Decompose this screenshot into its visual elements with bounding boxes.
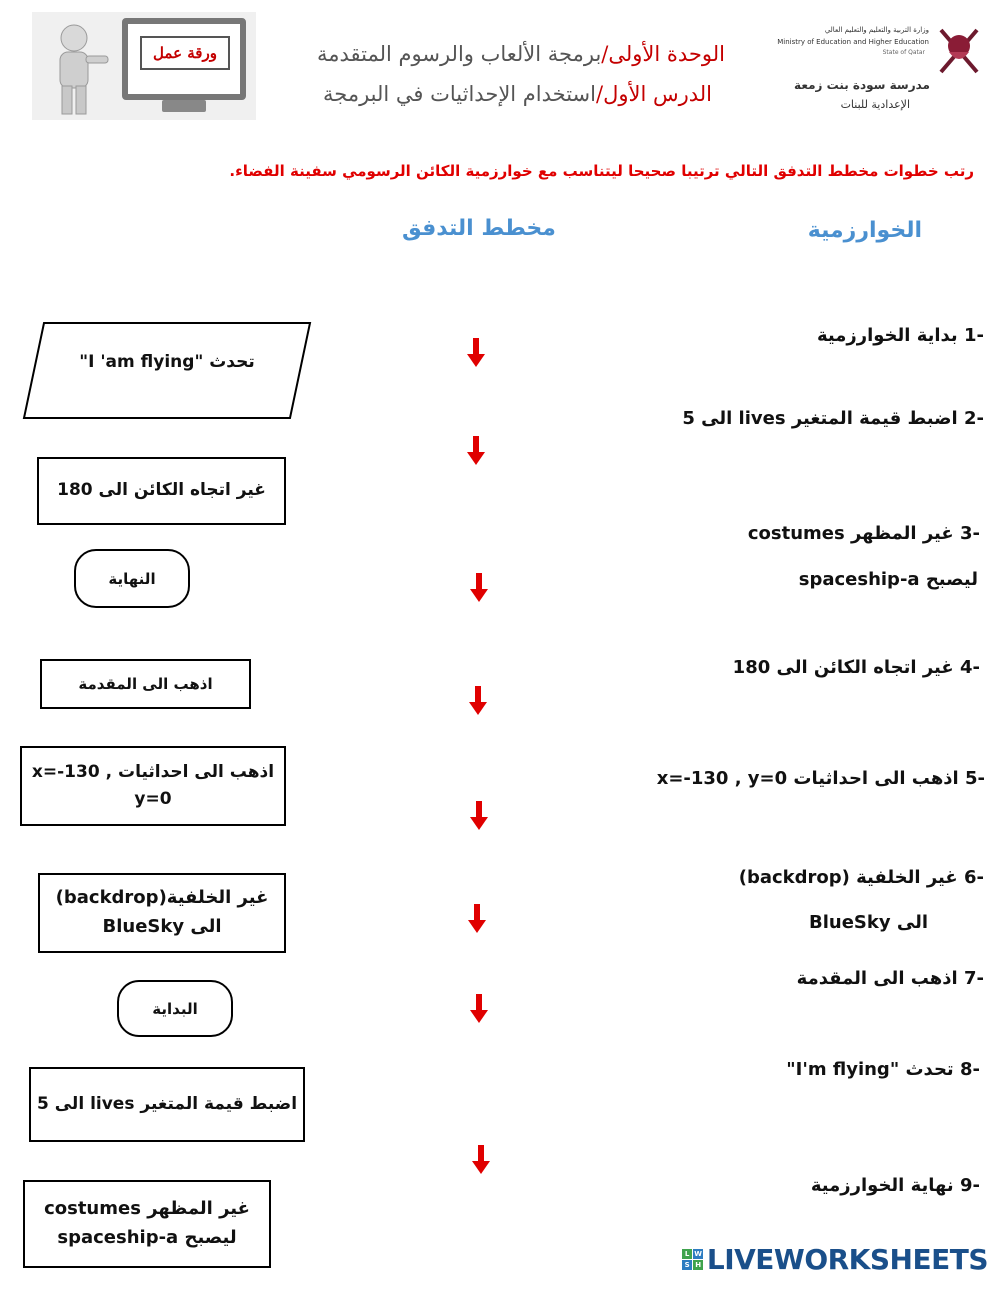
flow-arrow-icon xyxy=(467,904,487,934)
shape-text: اذهب الى المقدمة xyxy=(78,675,213,693)
flowchart-shape-backdrop[interactable] xyxy=(38,873,286,953)
flowchart-shape-costume[interactable] xyxy=(23,1180,271,1268)
brand-text: LIVEWORKSHEETS xyxy=(706,1243,988,1276)
algorithm-step-9: -9 نهاية الخوارزمية xyxy=(810,1175,980,1196)
flowchart-shape-set-lives[interactable] xyxy=(29,1067,305,1142)
flowchart-shape-direction[interactable] xyxy=(37,457,286,525)
algorithm-step-6: -6 غير الخلفية (backdrop) xyxy=(738,867,984,888)
worksheet-banner xyxy=(32,12,256,120)
flowchart-shape-start-oval[interactable] xyxy=(117,980,233,1037)
algorithm-step-7: -7 اذهب الى المقدمة xyxy=(796,968,984,989)
flow-arrow-icon xyxy=(469,801,489,831)
flow-arrow-icon xyxy=(469,994,489,1024)
shape-text-line2: ليصبح spaceship-a xyxy=(57,1227,237,1248)
algorithm-step-8: -8 تحدث "I'm flying" xyxy=(786,1059,980,1080)
shape-text: اضبط قيمة المتغير lives الى 5 xyxy=(36,1093,298,1114)
algorithm-step-5: -5 اذهب الى احداثيات x=-130 , y=0 xyxy=(656,768,985,789)
flow-arrow-icon xyxy=(469,573,489,603)
shape-text: غير الخلفية(backdrop) xyxy=(55,887,269,909)
presenter-figure-icon xyxy=(40,22,110,117)
flow-arrow-icon xyxy=(466,338,486,368)
flowchart-heading: مخطط التدفق xyxy=(402,216,556,241)
flow-arrow-icon xyxy=(471,1145,491,1175)
ministry-name-ar: وزارة التربية والتعليم والتعليم العالي xyxy=(824,26,929,34)
state-name: State of Qatar xyxy=(882,49,925,56)
algorithm-step-1: -1 بداية الخوارزمية xyxy=(816,325,984,346)
shape-text-line2: y=0 xyxy=(134,789,172,809)
flowchart-shape-go-front[interactable] xyxy=(40,659,251,709)
flow-arrow-icon xyxy=(466,436,486,466)
algorithm-step-3: -3 غير المظهر costumes xyxy=(747,523,980,544)
shape-text: البداية xyxy=(152,999,198,1018)
algorithm-heading: الخوارزمية xyxy=(807,218,922,243)
shape-text-line2: الى BlueSky xyxy=(102,916,222,937)
school-name: مدرسة سودة بنت زمعة xyxy=(794,78,930,92)
flowchart-shape-goto-xy[interactable] xyxy=(20,746,286,826)
worksheet-label: ورقة عمل xyxy=(140,36,230,70)
liveworksheets-mark-icon: L W S H xyxy=(682,1249,703,1270)
algorithm-step-6-line2: الى BlueSky xyxy=(809,912,928,933)
unit-title: الوحدة الأولى/برمجة الألعاب والرسوم المتقدمة xyxy=(316,42,725,66)
ministry-logo xyxy=(745,22,985,122)
monitor-stand-icon xyxy=(162,100,206,112)
liveworksheets-logo[interactable] xyxy=(682,1243,988,1276)
shape-text: اذهب الى احداثيات , x=-130 xyxy=(31,761,275,782)
shape-text: تحدث "I 'am flying" xyxy=(79,352,255,372)
algorithm-step-4: -4 غير اتجاه الكائن الى 180 xyxy=(732,657,980,678)
shape-text: غير المظهر costumes xyxy=(44,1198,250,1220)
flowchart-shape-end-oval[interactable] xyxy=(74,549,190,608)
ministry-name-en: Ministry of Education and Higher Education xyxy=(777,38,929,46)
lesson-title: الدرس الأول/استخدام الإحداثيات في البرمجة xyxy=(323,82,712,106)
flowchart-shape-say-parallelogram[interactable] xyxy=(22,322,312,419)
algorithm-step-2: -2 اضبط قيمة المتغير lives الى 5 xyxy=(682,408,984,429)
shape-text: النهاية xyxy=(108,569,156,588)
school-level: الإعدادية للبنات xyxy=(840,98,910,111)
ministry-emblem-icon xyxy=(933,22,985,78)
shape-text: غير اتجاه الكائن الى 180 xyxy=(57,480,266,501)
algorithm-step-3-line2: ليصبح spaceship-a xyxy=(798,569,978,590)
flow-arrow-icon xyxy=(468,686,488,716)
instruction-text: رتب خطوات مخطط التدفق التالي ترتيبا صحيحا ليتناسب مع خوارزمية الكائن الرسومي سفينة الفضاء. xyxy=(229,162,974,180)
